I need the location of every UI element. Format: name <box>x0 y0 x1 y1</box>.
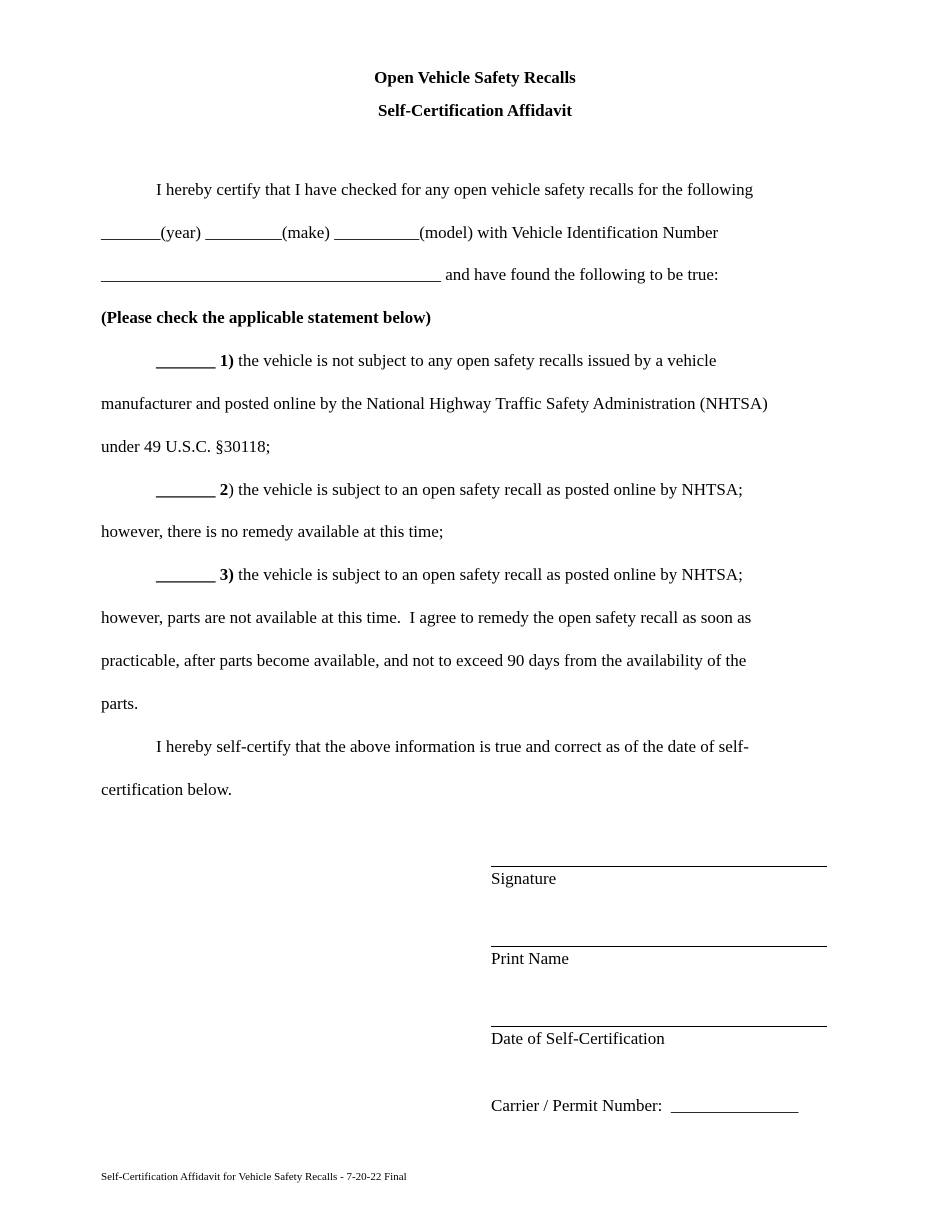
statement-2-first-line <box>156 479 743 501</box>
print-name-label: Print Name <box>491 949 569 968</box>
statement-2-check-blank[interactable]: _______ <box>156 480 216 499</box>
statement-3-first-line <box>156 564 743 586</box>
vehicle-details-line: _______(year) _________(make) __________(model) with Vehicle Identification Number <box>101 223 719 242</box>
statement-2-line-2: however, there is no remedy available at this time; <box>101 522 444 541</box>
statement-1-line-2: manufacturer and posted online by the National Highway Traffic Safety Administration (NHTSA) <box>101 394 768 413</box>
carrier-permit-label: Carrier / Permit Number: <box>491 1096 671 1115</box>
statement-1-first-line <box>156 350 716 372</box>
intro-line-1: I hereby certify that I have checked for any open vehicle safety recalls for the following <box>156 180 754 199</box>
page-footer: Self-Certification Affidavit for Vehicle Safety Recalls - 7-20-22 Final <box>101 1171 407 1183</box>
statement-1-line-3: under 49 U.S.C. §30118; <box>101 437 271 456</box>
signature-field[interactable] <box>491 866 827 867</box>
statement-3-line-3: practicable, after parts become available, and not to exceed 90 days from the availability of the <box>101 651 747 670</box>
carrier-permit-field[interactable]: _______________ <box>670 1096 799 1115</box>
document-title: Open Vehicle Safety Recalls <box>374 68 576 87</box>
vin-line: ________________________________________ and have found the following to be true: <box>101 265 719 284</box>
document-subtitle: Self-Certification Affidavit <box>377 101 573 120</box>
statement-3-number: 3) <box>219 565 234 584</box>
statement-3-line-2: however, parts are not available at this time. I agree to remedy the open safety recall as soon as <box>101 608 752 627</box>
statement-3-line-4: parts. <box>101 694 139 713</box>
statement-2-number: 2 <box>219 480 229 499</box>
statement-1-check-blank[interactable]: _______ <box>156 351 216 370</box>
signature-label: Signature <box>491 869 557 888</box>
carrier-permit-row <box>491 1095 798 1117</box>
certification-line-1: I hereby self-certify that the above information is true and correct as of the date of self- <box>156 737 749 756</box>
statement-1-number: 1) <box>219 351 234 370</box>
date-label: Date of Self-Certification <box>491 1029 665 1048</box>
statement-2-text: ) the vehicle is subject to an open safety recall as posted online by NHTSA; <box>228 480 743 499</box>
statement-1-text: the vehicle is not subject to any open safety recalls issued by a vehicle <box>233 351 717 370</box>
statement-3-text: the vehicle is subject to an open safety recall as posted online by NHTSA; <box>233 565 743 584</box>
statement-3-check-blank[interactable]: _______ <box>156 565 216 584</box>
print-name-field[interactable] <box>491 946 827 947</box>
instruction-text: (Please check the applicable statement below) <box>101 308 432 327</box>
certification-line-2: certification below. <box>101 780 233 799</box>
date-field[interactable] <box>491 1026 827 1027</box>
